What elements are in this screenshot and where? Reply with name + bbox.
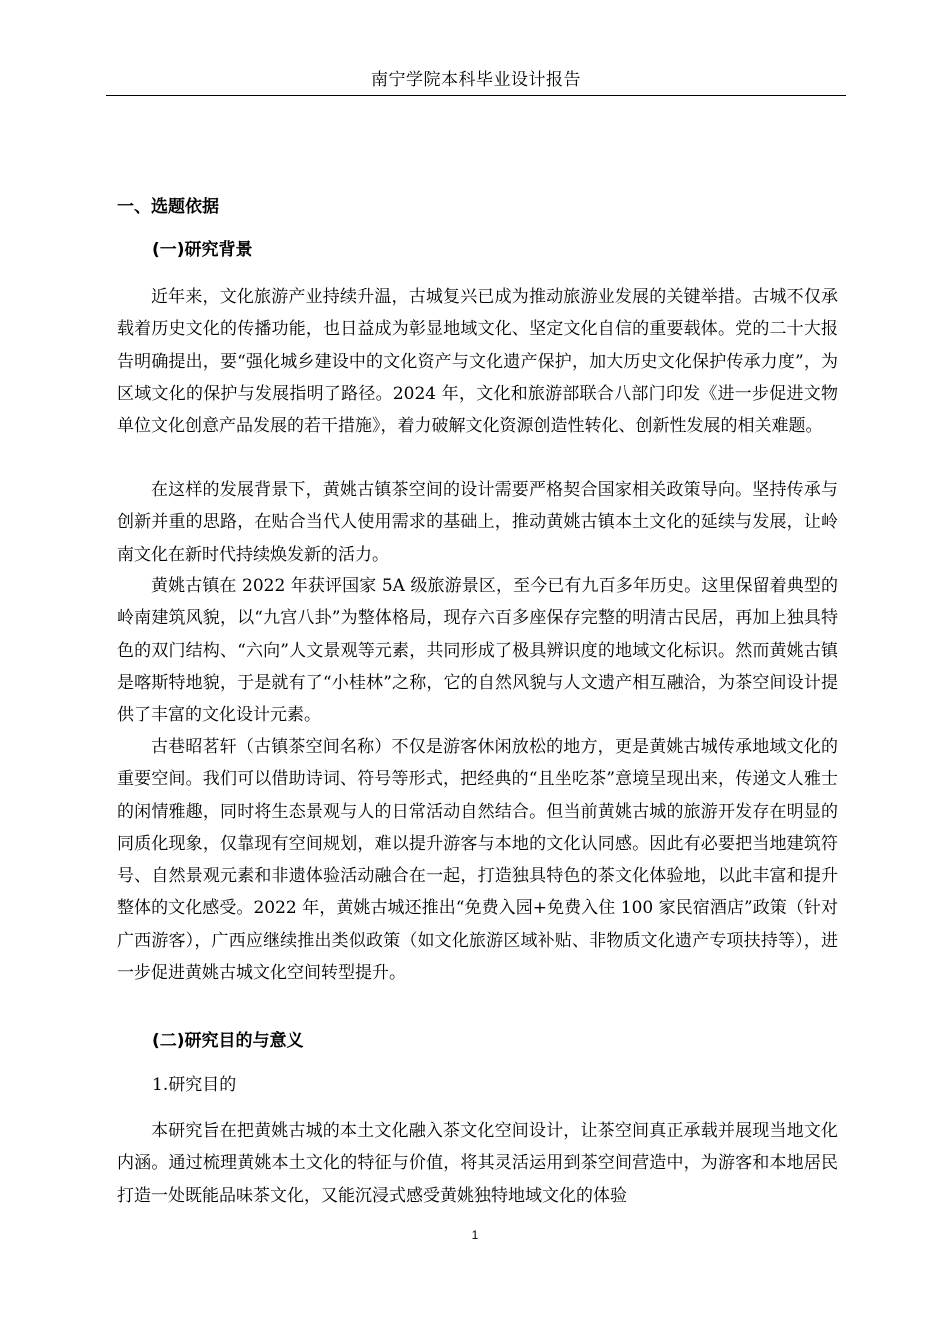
paragraph-background-1: 近年来，文化旅游产业持续升温，古城复兴已成为推动旅游业发展的关键举措。古城不仅承载着历史文化的传播功能，也日益成为彰显地域文化、坚定文化自信的重要载体。党的二十大报告明确提出，要“强化城乡建设中的文化资产与文化遗产保护，加大历史文化保护传承力度”，为区域文化的保护与发展指明了路径。2024 年，文化和旅游部联合八部门印发《进一步促进文物单位文化创意产品发展的若干措施》，着力破解文化资源创造性转化、创新性发展的相关难题。 [117,287,838,437]
paragraph-purpose-1: 本研究旨在把黄姚古城的本土文化融入茶文化空间设计，让茶空间真正承载并展现当地文化内涵。通过梳理黄姚本土文化的特征与价值，将其灵活运用到茶空间营造中，为游客和本地居民打造一处既能品味茶文化，又能沉浸式感受黄姚独特地域文化的体验 [117,1121,838,1206]
paragraph-background-4: 古巷昭茗轩（古镇茶空间名称）不仅是游客休闲放松的地方，更是黄姚古城传承地域文化的重要空间。我们可以借助诗词、符号等形式，把经典的“且坐吃茶”意境呈现出来，传递文人雅士的闲情雅趣，同时将生态景观与人的日常活动自然结合。但当前黄姚古城的旅游开发存在明显的同质化现象，仅靠现有空间规划，难以提升游客与本地的文化认同感。因此有必要把当地建筑符号、自然景观元素和非遗体验活动融合在一起，打造独具特色的茶文化体验地，以此丰富和提升整体的文化感受。2022 年，黄姚古城还推出“免费入园+免费入住 100 家民宿酒店”政策（针对广西游客），广西应继续推出类似政策（如文化旅游区域补贴、非物质文化遗产专项扶持等），进一步促进黄姚古城文化空间转型提升。 [117,737,838,984]
sub-subsection-heading-research-purpose: 1.研究目的 [152,1075,237,1095]
subsection-heading-research-background: (一)研究背景 [152,240,253,260]
page-header-title: 南宁学院本科毕业设计报告 [371,70,581,90]
section-heading-topic-basis: 一、选题依据 [117,197,219,217]
paragraph-background-3: 黄姚古镇在 2022 年获评国家 5A 级旅游景区，至今已有九百多年历史。这里保留着典型的岭南建筑风貌，以“九宫八卦”为整体格局，现存六百多座保存完整的明清古民居，再加上独具特色的双门结构、“六向”人文景观等元素，共同形成了极具辨识度的地域文化标识。然而黄姚古镇是喀斯特地貌，于是就有了“小桂林”之称，它的自然风貌与人文遗产相互融洽，为茶空间设计提供了丰富的文化设计元素。 [117,576,838,726]
paragraph-background-2: 在这样的发展背景下，黄姚古镇茶空间的设计需要严格契合国家相关政策导向。坚持传承与创新并重的思路，在贴合当代人使用需求的基础上，推动黄姚古镇本土文化的延续与发展，让岭南文化在新时代持续焕发新的活力。 [117,480,838,565]
header-divider [106,95,846,96]
subsection-heading-purpose-significance: (二)研究目的与意义 [152,1031,304,1051]
page-number: 1 [471,1228,479,1242]
